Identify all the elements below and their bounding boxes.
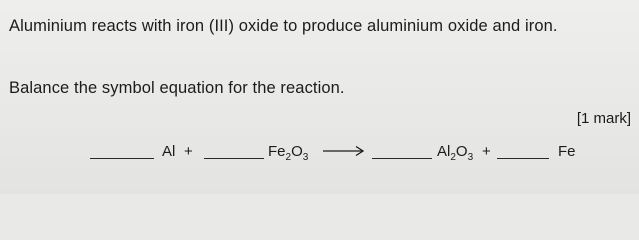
- symbol-equation: [0, 140, 639, 174]
- formula-element: Al: [437, 143, 451, 160]
- question-instruction: Balance the symbol equation for the reaction.: [9, 79, 345, 97]
- formula-element: O: [291, 143, 303, 160]
- blank-coefficient-aluminium[interactable]: [90, 157, 154, 159]
- formula-element: O: [455, 143, 468, 160]
- reactant-iron-iii-oxide: [268, 143, 309, 163]
- product-iron: Fe: [558, 143, 576, 160]
- plus-sign: +: [482, 143, 491, 160]
- marks-label: [1 mark]: [576, 110, 631, 127]
- blank-coefficient-iron[interactable]: [497, 157, 549, 159]
- blank-coefficient-iron-oxide[interactable]: [204, 157, 264, 159]
- formula-subscript: 2: [450, 152, 456, 163]
- plus-sign: +: [184, 143, 193, 160]
- question-intro: Aluminium reacts with iron (III) oxide to produce aluminium oxide and iron.: [9, 17, 558, 35]
- formula-element: Fe: [268, 143, 286, 160]
- product-aluminium-oxide: [437, 143, 474, 163]
- formula-subscript: 3: [302, 152, 309, 163]
- blank-coefficient-aluminium-oxide[interactable]: [372, 157, 432, 159]
- formula-subscript: 3: [467, 152, 474, 163]
- reactant-aluminium: Al: [162, 143, 176, 160]
- formula-subscript: 2: [285, 152, 292, 163]
- reaction-arrow-icon: [322, 144, 366, 158]
